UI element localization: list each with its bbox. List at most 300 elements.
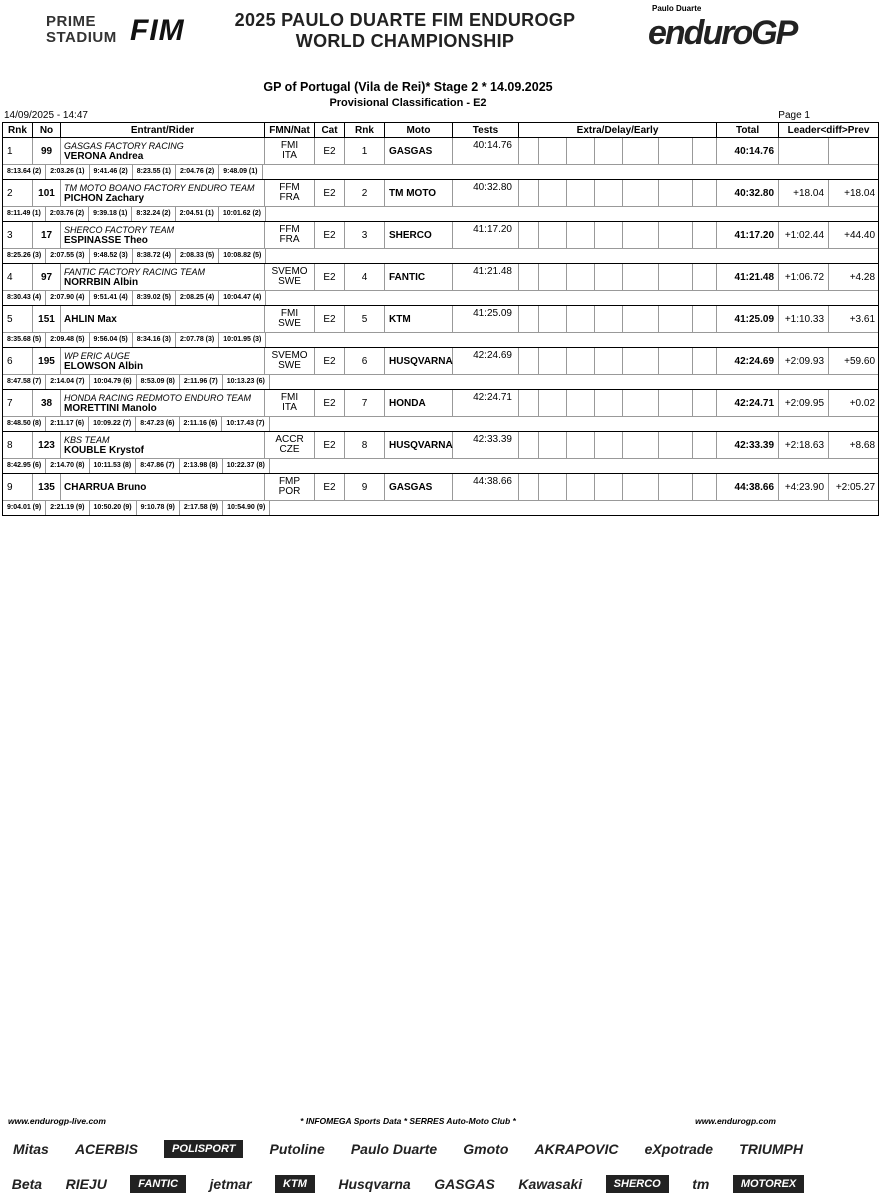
split-time: 8:53.09 (8) <box>137 375 180 389</box>
fmn: SVEMO <box>271 350 308 361</box>
extra-cell <box>659 264 693 291</box>
extra-cell <box>659 432 693 459</box>
team-name: WP ERIC AUGE <box>64 350 130 361</box>
category-rank: 2 <box>345 180 385 207</box>
extra-cell <box>539 474 567 501</box>
total-time: 41:25.09 <box>717 306 779 333</box>
rider-name: AHLIN Max <box>64 313 117 325</box>
rank: 2 <box>3 180 33 207</box>
extra-cell <box>519 432 539 459</box>
split-time: 2:11.96 (7) <box>180 375 223 389</box>
tests-time: 44:38.66 <box>453 474 519 501</box>
split-time: 2:03.76 (2) <box>46 207 89 221</box>
category-rank: 5 <box>345 306 385 333</box>
extra-cell <box>693 138 717 165</box>
bike-number: 38 <box>33 390 61 417</box>
category-rank: 7 <box>345 390 385 417</box>
nationality: ITA <box>282 402 297 413</box>
rider-name: NORRBIN Albin <box>64 276 139 288</box>
split-time: 2:17.58 (9) <box>180 501 223 515</box>
leader-diff: +4:23.90 <box>779 474 829 501</box>
split-time: 10:08.82 (5) <box>219 249 266 263</box>
fmn-nat <box>265 264 315 291</box>
total-time: 40:14.76 <box>717 138 779 165</box>
split-times-cell <box>3 165 879 180</box>
bike-number: 99 <box>33 138 61 165</box>
results-table <box>2 122 879 516</box>
split-time: 8:32.24 (2) <box>132 207 175 221</box>
split-time: 9:10.78 (9) <box>137 501 180 515</box>
split-times-cell <box>3 249 879 264</box>
split-time: 8:47.58 (7) <box>3 375 46 389</box>
extra-cell <box>595 180 623 207</box>
extra-cell <box>595 264 623 291</box>
split-time: 8:39.02 (5) <box>133 291 176 305</box>
sponsor-logo: KTM <box>275 1175 315 1193</box>
split-time: 2:13.98 (8) <box>180 459 223 473</box>
rider-name: MORETTINI Manolo <box>64 402 157 414</box>
split-time: 10:13.23 (6) <box>223 375 270 389</box>
extra-cell <box>539 138 567 165</box>
nationality: CZE <box>279 444 300 455</box>
fmn: FFM <box>279 224 300 235</box>
split-times-row <box>3 291 879 306</box>
split-time: 2:21.19 (9) <box>46 501 89 515</box>
table-header-row <box>3 123 879 138</box>
col-no: No <box>33 123 61 138</box>
col-rnk: Rnk <box>3 123 33 138</box>
extra-cell <box>595 222 623 249</box>
extra-cell <box>539 222 567 249</box>
split-time: 8:38.72 (4) <box>133 249 176 263</box>
moto: HUSQVARNA <box>385 348 453 375</box>
extra-cell <box>567 264 595 291</box>
prev-diff: +4.28 <box>829 264 879 291</box>
extra-cell <box>693 390 717 417</box>
split-time: 9:48.52 (3) <box>90 249 133 263</box>
sponsor-logo: ACERBIS <box>74 1141 138 1157</box>
extra-cell <box>693 264 717 291</box>
tests-time: 41:25.09 <box>453 306 519 333</box>
category: E2 <box>315 348 345 375</box>
moto: HUSQVARNA <box>385 432 453 459</box>
prev-diff: +18.04 <box>829 180 879 207</box>
entrant-cell <box>61 180 265 207</box>
split-time: 9:48.09 (1) <box>219 165 262 179</box>
extra-cell <box>693 348 717 375</box>
split-time: 2:14.70 (8) <box>46 459 89 473</box>
nationality: FRA <box>279 192 300 203</box>
prev-diff: +44.40 <box>829 222 879 249</box>
col-tests: Tests <box>453 123 519 138</box>
split-time: 10:22.37 (8) <box>223 459 270 473</box>
extra-cell <box>519 264 539 291</box>
category: E2 <box>315 390 345 417</box>
fmn: ACCR <box>275 434 304 445</box>
result-row <box>3 348 879 375</box>
category: E2 <box>315 222 345 249</box>
sponsor-logo: Paulo Duarte <box>350 1141 438 1157</box>
split-times-row <box>3 333 879 348</box>
category-rank: 3 <box>345 222 385 249</box>
rank: 1 <box>3 138 33 165</box>
split-time: 10:11.53 (8) <box>90 459 137 473</box>
sponsor-logo: tm <box>692 1176 710 1192</box>
extra-cell <box>595 306 623 333</box>
nationality: SWE <box>278 318 301 329</box>
extra-cell <box>567 348 595 375</box>
split-times-row <box>3 375 879 390</box>
sponsor-logo: TRIUMPH <box>739 1141 803 1157</box>
fmn: SVEMO <box>271 266 308 277</box>
sponsor-logo: eXpotrade <box>644 1141 714 1157</box>
split-time: 2:11.17 (6) <box>46 417 89 431</box>
footer <box>0 1116 816 1130</box>
nationality: POR <box>278 486 301 497</box>
extra-cell <box>519 180 539 207</box>
category: E2 <box>315 432 345 459</box>
moto: GASGAS <box>385 138 453 165</box>
team-name: GASGAS FACTORY RACING <box>64 140 184 151</box>
entrant-cell <box>61 348 265 375</box>
rider-name: CHARRUA Bruno <box>64 481 147 493</box>
total-time: 42:24.71 <box>717 390 779 417</box>
event-title: GP of Portugal (Vila de Rei)* Stage 2 * 14.09.2025 <box>263 80 553 94</box>
moto: GASGAS <box>385 474 453 501</box>
category-rank: 1 <box>345 138 385 165</box>
split-time: 9:04.01 (9) <box>3 501 46 515</box>
split-time: 8:23.55 (1) <box>133 165 176 179</box>
leader-diff: +1:02.44 <box>779 222 829 249</box>
bike-number: 195 <box>33 348 61 375</box>
prev-diff <box>829 138 879 165</box>
sponsor-logo: FANTIC <box>130 1175 186 1193</box>
split-time: 10:01.95 (3) <box>219 333 266 347</box>
extra-cell <box>539 180 567 207</box>
prime-stadium-logo: PRIME STADIUM <box>46 13 117 46</box>
sponsor-logo: POLISPORT <box>164 1140 243 1158</box>
sponsor-logo: SHERCO <box>606 1175 669 1193</box>
extra-cell <box>659 474 693 501</box>
rank: 8 <box>3 432 33 459</box>
total-time: 41:21.48 <box>717 264 779 291</box>
extra-cell <box>567 432 595 459</box>
extra-cell <box>693 432 717 459</box>
split-time: 2:07.78 (3) <box>176 333 219 347</box>
sponsor-logo: Gmoto <box>463 1141 509 1157</box>
live-url-link[interactable]: www.endurogp-live.com <box>8 1116 106 1126</box>
split-time: 8:13.64 (2) <box>3 165 46 179</box>
entrant-cell <box>61 138 265 165</box>
moto: KTM <box>385 306 453 333</box>
extra-cell <box>623 180 659 207</box>
split-time: 10:17.43 (7) <box>222 417 269 431</box>
classification-title: Provisional Classification - E2 <box>329 97 487 109</box>
result-row <box>3 432 879 459</box>
split-time: 2:09.48 (5) <box>46 333 89 347</box>
split-times-cell <box>3 501 879 516</box>
sponsor-logo: GASGAS <box>434 1176 495 1192</box>
leader-diff: +1:10.33 <box>779 306 829 333</box>
rank: 4 <box>3 264 33 291</box>
rank: 7 <box>3 390 33 417</box>
print-datetime: 14/09/2025 - 14:47 <box>4 110 88 121</box>
sponsor-strip-top <box>0 1136 816 1162</box>
prev-diff: +3.61 <box>829 306 879 333</box>
fmn-nat <box>265 432 315 459</box>
rider-name: ELOWSON Albin <box>64 360 144 372</box>
sponsor-strip-bottom <box>0 1170 816 1198</box>
fmn-nat <box>265 180 315 207</box>
split-time: 9:56.04 (5) <box>90 333 133 347</box>
result-row <box>3 264 879 291</box>
rider-name: KOUBLE Krystof <box>64 444 145 456</box>
prev-diff: +8.68 <box>829 432 879 459</box>
championship-title: 2025 PAULO DUARTE FIM ENDUROGP WORLD CHAMPIONSHIP <box>234 10 576 51</box>
category-rank: 4 <box>345 264 385 291</box>
tests-time: 40:32.80 <box>453 180 519 207</box>
split-time: 8:48.50 (8) <box>3 417 46 431</box>
col-cat: Cat <box>315 123 345 138</box>
category: E2 <box>315 264 345 291</box>
tests-time: 41:21.48 <box>453 264 519 291</box>
extra-cell <box>659 306 693 333</box>
sponsor-logo: Mitas <box>13 1141 49 1157</box>
extra-cell <box>623 390 659 417</box>
result-row <box>3 306 879 333</box>
entrant-cell <box>61 432 265 459</box>
col-fmn: FMN/Nat <box>265 123 315 138</box>
extra-cell <box>623 222 659 249</box>
extra-cell <box>693 306 717 333</box>
result-row <box>3 474 879 501</box>
extra-cell <box>519 474 539 501</box>
extra-cell <box>539 348 567 375</box>
nationality: SWE <box>278 276 301 287</box>
fmn-nat <box>265 306 315 333</box>
fmn-nat <box>265 138 315 165</box>
entrant-cell <box>61 306 265 333</box>
leader-diff: +2:09.95 <box>779 390 829 417</box>
col-total: Total <box>717 123 779 138</box>
extra-cell <box>519 390 539 417</box>
extra-cell <box>539 264 567 291</box>
rank: 6 <box>3 348 33 375</box>
split-time: 10:50.20 (9) <box>90 501 137 515</box>
leader-diff: +2:09.93 <box>779 348 829 375</box>
extra-cell <box>623 432 659 459</box>
total-time: 42:24.69 <box>717 348 779 375</box>
extra-cell <box>623 138 659 165</box>
moto: FANTIC <box>385 264 453 291</box>
extra-cell <box>595 138 623 165</box>
extra-cell <box>659 222 693 249</box>
fmn: FFM <box>279 182 300 193</box>
extra-cell <box>539 432 567 459</box>
split-time: 2:14.04 (7) <box>46 375 89 389</box>
split-times-row <box>3 249 879 264</box>
nationality: SWE <box>278 360 301 371</box>
split-time: 8:42.95 (6) <box>3 459 46 473</box>
split-time: 10:54.90 (9) <box>223 501 270 515</box>
extra-cell <box>659 180 693 207</box>
fmn: FMI <box>280 392 299 403</box>
bike-number: 135 <box>33 474 61 501</box>
leader-diff: +2:18.63 <box>779 432 829 459</box>
rank: 5 <box>3 306 33 333</box>
fmn-nat <box>265 474 315 501</box>
tests-time: 42:33.39 <box>453 432 519 459</box>
page-header <box>0 0 816 70</box>
split-times-row <box>3 459 879 474</box>
footer-credits: * INFOMEGA Sports Data * SERRES Auto-Moto Club * <box>300 1116 516 1126</box>
col-cat-rnk: Rnk <box>345 123 385 138</box>
fmn-nat <box>265 222 315 249</box>
extra-cell <box>595 432 623 459</box>
total-time: 44:38.66 <box>717 474 779 501</box>
split-times-cell <box>3 375 879 390</box>
split-time: 2:04.51 (1) <box>176 207 219 221</box>
extra-cell <box>595 348 623 375</box>
split-time: 2:04.76 (2) <box>176 165 219 179</box>
total-time: 41:17.20 <box>717 222 779 249</box>
bike-number: 97 <box>33 264 61 291</box>
rank: 3 <box>3 222 33 249</box>
nationality: ITA <box>282 150 297 161</box>
fmn-nat <box>265 390 315 417</box>
sponsor-logo: jetmar <box>209 1176 252 1192</box>
total-time: 42:33.39 <box>717 432 779 459</box>
extra-cell <box>519 138 539 165</box>
col-leader: Leader<diff>Prev <box>779 123 879 138</box>
sponsor-logo: Husqvarna <box>338 1176 411 1192</box>
split-time: 10:09.22 (7) <box>89 417 136 431</box>
col-moto: Moto <box>385 123 453 138</box>
extra-cell <box>519 348 539 375</box>
moto: TM MOTO <box>385 180 453 207</box>
split-time: 8:11.49 (1) <box>3 207 46 221</box>
category-rank: 8 <box>345 432 385 459</box>
sponsor-logo: RIEJU <box>65 1176 107 1192</box>
fmn: FMP <box>278 476 301 487</box>
split-times-row <box>3 501 879 516</box>
extra-cell <box>567 306 595 333</box>
extra-cell <box>623 348 659 375</box>
result-row <box>3 138 879 165</box>
split-times-cell <box>3 291 879 306</box>
rider-name: PICHON Zachary <box>64 192 145 204</box>
extra-cell <box>623 474 659 501</box>
col-extra: Extra/Delay/Early <box>519 123 717 138</box>
extra-cell <box>659 138 693 165</box>
extra-cell <box>539 390 567 417</box>
split-times-row <box>3 165 879 180</box>
category-rank: 6 <box>345 348 385 375</box>
split-time: 8:34.16 (3) <box>133 333 176 347</box>
sponsor-logo: Putoline <box>269 1141 325 1157</box>
category: E2 <box>315 306 345 333</box>
endurogp-logo: Paulo Duarte enduroGP <box>648 4 797 52</box>
split-time: 8:47.86 (7) <box>136 459 179 473</box>
entrant-cell <box>61 390 265 417</box>
leader-diff <box>779 138 829 165</box>
team-name: HONDA RACING REDMOTO ENDURO TEAM <box>64 392 252 403</box>
split-times-cell <box>3 207 879 222</box>
split-time: 2:03.26 (1) <box>46 165 89 179</box>
fmn-nat <box>265 348 315 375</box>
extra-cell <box>693 180 717 207</box>
page-number: Page 1 <box>778 110 810 121</box>
split-time: 8:47.23 (6) <box>136 417 179 431</box>
result-row <box>3 180 879 207</box>
total-time: 40:32.80 <box>717 180 779 207</box>
extra-cell <box>693 474 717 501</box>
extra-cell <box>519 222 539 249</box>
leader-diff: +18.04 <box>779 180 829 207</box>
sponsor-logo: AKRAPOVIC <box>534 1141 619 1157</box>
team-name: FANTIC FACTORY RACING TEAM <box>64 266 206 277</box>
split-times-cell <box>3 459 879 474</box>
category: E2 <box>315 138 345 165</box>
site-url-link[interactable]: www.endurogp.com <box>695 1116 776 1126</box>
bike-number: 123 <box>33 432 61 459</box>
extra-cell <box>595 474 623 501</box>
bike-number: 17 <box>33 222 61 249</box>
split-time: 10:04.79 (6) <box>90 375 137 389</box>
fmn: FMI <box>280 140 299 151</box>
split-time: 9:39.18 (1) <box>89 207 132 221</box>
tests-time: 40:14.76 <box>453 138 519 165</box>
split-time: 8:35.68 (5) <box>3 333 46 347</box>
split-time: 2:11.16 (6) <box>180 417 223 431</box>
extra-cell <box>567 222 595 249</box>
extra-cell <box>623 264 659 291</box>
prev-diff: +2:05.27 <box>829 474 879 501</box>
bike-number: 101 <box>33 180 61 207</box>
extra-cell <box>519 306 539 333</box>
fim-logo: FIM <box>130 14 185 47</box>
split-times-cell <box>3 333 879 348</box>
category-rank: 9 <box>345 474 385 501</box>
sponsor-logo: Beta <box>11 1176 43 1192</box>
split-time: 10:04.47 (4) <box>219 291 266 305</box>
entrant-cell <box>61 222 265 249</box>
fmn: FMI <box>280 308 299 319</box>
team-name: KBS TEAM <box>64 434 110 445</box>
tests-time: 41:17.20 <box>453 222 519 249</box>
rank: 9 <box>3 474 33 501</box>
split-time: 9:41.46 (2) <box>90 165 133 179</box>
sponsor-logo: Kawasaki <box>518 1176 583 1192</box>
team-name: SHERCO FACTORY TEAM <box>64 224 175 235</box>
split-time: 2:08.33 (5) <box>176 249 219 263</box>
prev-diff: +59.60 <box>829 348 879 375</box>
category: E2 <box>315 180 345 207</box>
moto: HONDA <box>385 390 453 417</box>
col-entrant: Entrant/Rider <box>61 123 265 138</box>
extra-cell <box>567 390 595 417</box>
extra-cell <box>567 180 595 207</box>
split-time: 2:08.25 (4) <box>176 291 219 305</box>
extra-cell <box>623 306 659 333</box>
sponsor-logo: MOTOREX <box>733 1175 804 1193</box>
extra-cell <box>567 138 595 165</box>
split-times-row <box>3 207 879 222</box>
nationality: FRA <box>279 234 300 245</box>
tests-time: 42:24.69 <box>453 348 519 375</box>
extra-cell <box>595 390 623 417</box>
extra-cell <box>539 306 567 333</box>
